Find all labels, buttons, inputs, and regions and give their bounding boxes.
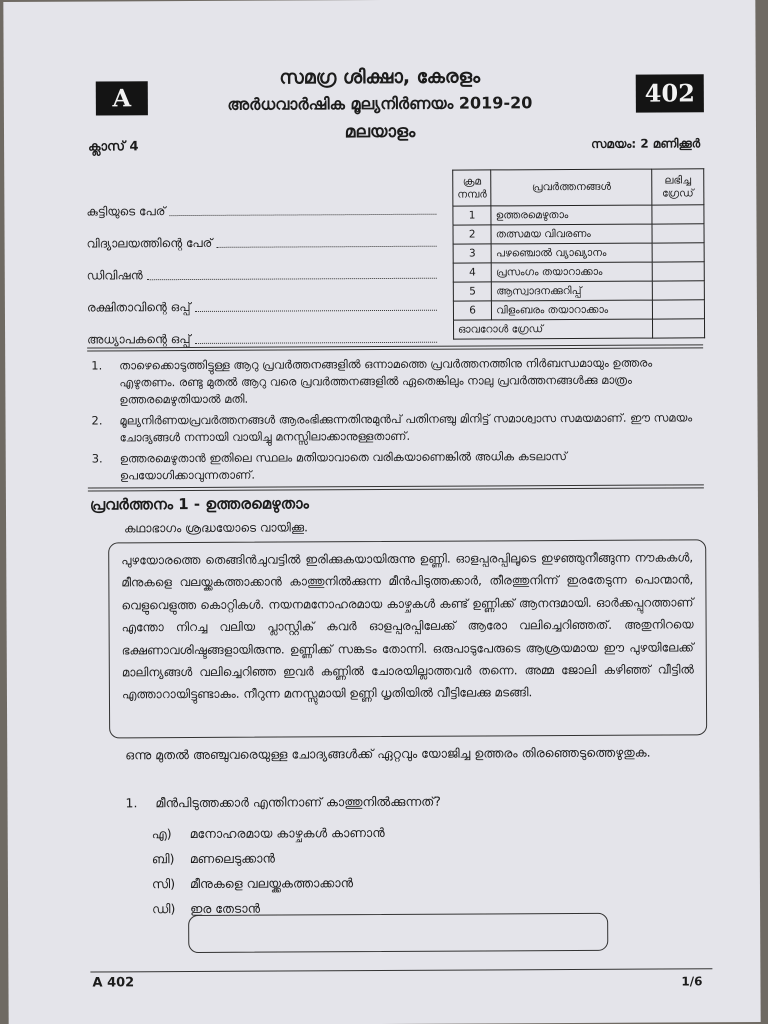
row-number: 5 — [453, 282, 491, 301]
teacher-signature-field[interactable] — [87, 314, 437, 348]
fill-line[interactable] — [195, 310, 437, 312]
grade-table — [452, 168, 705, 339]
activity-name: ഉത്തരമെഴുതാം — [491, 205, 652, 225]
grade-cell[interactable] — [652, 262, 704, 281]
class-label: ക്ലാസ് 4 — [88, 139, 139, 155]
field-label: ഡിവിഷൻ — [86, 268, 143, 283]
set-label-badge: A — [96, 81, 148, 115]
question-text: മീൻപിടുത്തക്കാർ എന്തിനാണ് കാത്തുനിൽക്കുന്നത്? — [155, 793, 441, 811]
row-number: 6 — [453, 301, 491, 320]
footer-rule — [90, 968, 712, 972]
option-label: എ) — [151, 825, 172, 841]
option-text: ഇര തേടാൻ — [190, 900, 261, 916]
instructions-list — [91, 354, 704, 488]
activity-title: പ്രവർത്തനം 1 - ഉത്തരമെഴുതാം — [89, 494, 309, 514]
fill-line[interactable] — [195, 342, 438, 344]
instruction-item — [91, 354, 703, 408]
row-number: 1 — [453, 206, 491, 225]
activity-name: തത്സമയ വിവരണം — [491, 224, 652, 244]
instruction-number: 3. — [91, 451, 103, 466]
option-a — [152, 820, 385, 846]
row-number: 4 — [453, 263, 491, 282]
field-label: അധ്യാപകന്റെ ഒപ്പ് — [87, 331, 191, 347]
exam-sheet — [3, 0, 760, 1024]
answer-box[interactable] — [188, 913, 608, 953]
option-label: ഡി) — [152, 900, 176, 916]
table-row — [453, 262, 704, 282]
column-header: ക്രമ നമ്പർ — [453, 170, 492, 206]
row-number: 2 — [453, 225, 491, 244]
column-header: ലഭിച്ച ഗ്രേഡ് — [652, 169, 704, 205]
grade-cell[interactable] — [652, 281, 704, 300]
activity-instruction: കഥാഭാഗം ശ്രദ്ധയോടെ വായിക്കൂ. — [124, 520, 308, 536]
table-row — [453, 224, 704, 244]
field-label: വിദ്യാലയത്തിന്റെ പേര് — [86, 235, 213, 251]
grade-table-header — [453, 169, 704, 206]
instruction-text: ഉത്തരമെഴുതാൻ ഇതിലെ സ്ഥലം മതിയാവാതെ വരികയാണെങ്കിൽ അധിക കടലാസ് ഉപയോഗിക്കാവുന്നതാണ്. — [119, 449, 567, 483]
overall-grade-label: ഓവറോൾ ഗ്രേഡ് — [453, 319, 652, 339]
answer-options — [152, 820, 385, 921]
activity-name: പഴഞ്ചൊൽ വ്യാഖ്യാനം — [491, 243, 652, 263]
option-c — [152, 870, 385, 896]
activity-name: പ്രസംഗം തയാറാക്കാം — [492, 262, 653, 282]
question-1 — [125, 794, 440, 812]
paper-code-badge: 402 — [636, 74, 704, 112]
column-header: പ്രവർത്തനങ്ങൾ — [491, 169, 652, 206]
grade-cell[interactable] — [652, 205, 704, 224]
footer-paper-code: A 402 — [92, 975, 135, 991]
overall-grade-cell[interactable] — [652, 319, 704, 338]
division-field[interactable] — [87, 250, 437, 284]
organization-title: സമഗ്ര ശിക്ഷാ, കേരളം — [279, 65, 481, 89]
instruction-number: 2. — [91, 413, 103, 428]
grade-cell[interactable] — [652, 224, 704, 243]
table-row — [453, 205, 704, 225]
instruction-number: 1. — [91, 358, 103, 373]
field-label: രക്ഷിതാവിന്റെ ഒപ്പ് — [86, 299, 191, 315]
instruction-item — [92, 447, 704, 484]
story-passage: പുഴയോരത്തെ തെങ്ങിൻചുവട്ടിൽ ഇരിക്കുകയായിരുന്നു ഉണ്ണി. ഓളപ്പരപ്പിലൂടെ ഇഴഞ്ഞുനീങ്ങുന്ന നൗകകൾ, മീനുകളെ വലയ്ക്കകത്താക്കാൻ കാത്തുനിൽക്കുന്ന മീൻപിടുത്തക്കാർ, തീരത്തുനിന്ന് ഇരതേടുന്ന പൊന്മാൻ, വെളുവെളുത്ത കൊറ്റികൾ. നയനമനോഹരമായ കാഴ്ചകൾ കണ്ട് ഉണ്ണിക്ക് ആനന്ദമായി. ഓർക്കപ്പുറത്താണ് എന്തോ നിറച്ച വലിയ പ്ലാസ്റ്റിക് കവർ ഓളപ്പരപ്പിലേക്ക് ആരോ വലിച്ചെറിഞ്ഞത്. അതുനിറയെ ഭക്ഷണാവശിഷ്ടങ്ങളായിരുന്നു. ഉണ്ണിക്ക് സങ്കടം തോന്നി. ഒരുപാടുപേരുടെ ആശ്രയമായ ഈ പുഴയിലേക്ക് മാലിന്യങ്ങൾ വലിച്ചെറിഞ്ഞ ഇവർ കണ്ണിൽ ചോരയില്ലാത്തവർ തന്നെ. അമ്മ ജോലി കഴിഞ്ഞ് വീട്ടിൽ എത്താറായിട്ടുണ്ടാകും. നീറുന്ന മനസ്സുമായി ഉണ്ണി ധൃതിയിൽ വീട്ടിലേക്കു മടങ്ങി. — [108, 539, 707, 738]
fill-line[interactable] — [216, 246, 436, 248]
student-name-field[interactable] — [86, 186, 436, 220]
activity-name: ആസ്വാദനക്കുറിപ്പ് — [492, 281, 653, 301]
option-label: സി) — [151, 875, 176, 891]
instruction-text: മൂല്യനിർണയപ്രവർത്തനങ്ങൾ ആരംഭിക്കുന്നതിനുമുൻപ് പതിനഞ്ചു മിനിട്ട് സമാശ്വാസ സമയമാണ്. ഈ സമയം ചോദ്യങ്ങൾ നന്നായി വായിച്ചു മനസ്സിലാക്കാനുള്ളതാണ്. — [119, 410, 693, 445]
question-number: 1. — [125, 795, 138, 811]
subject-title: മലയാളം — [344, 121, 416, 143]
field-label: കുട്ടിയുടെ പേര് — [86, 204, 166, 219]
option-b — [152, 845, 385, 871]
grade-cell[interactable] — [652, 300, 704, 319]
table-row — [453, 300, 704, 320]
grade-cell[interactable] — [652, 243, 704, 262]
exam-title: അർധവാർഷിക മൂല്യനിർണയം 2019-20 — [227, 93, 533, 114]
instruction-item — [91, 409, 703, 446]
option-text: മണലെടുക്കാൻ — [189, 850, 275, 866]
row-number: 3 — [453, 244, 491, 263]
student-details-form — [86, 186, 437, 348]
fill-line[interactable] — [147, 278, 437, 281]
school-name-field[interactable] — [86, 218, 436, 252]
option-label: ബി) — [151, 850, 175, 866]
fill-line[interactable] — [169, 214, 436, 216]
option-text: മനോഹരമായ കാഴ്ചകൾ കാണാൻ — [189, 824, 385, 841]
time-label: സമയം: 2 മണിക്കൂർ — [591, 136, 701, 151]
choose-instruction: ഒന്നു മുതൽ അഞ്ചുവരെയുള്ള ചോദ്യങ്ങൾക്ക് ഏറ്റവും യോജിച്ച ഉത്തരം തിരഞ്ഞെടുത്തെഴുതുക. — [125, 744, 651, 763]
parent-signature-field[interactable] — [87, 282, 437, 316]
table-row — [453, 281, 704, 301]
page-number: 1/6 — [681, 974, 703, 989]
overall-grade-row — [453, 319, 704, 339]
activity-name: വിളംബരം തയാറാക്കാം — [492, 300, 653, 320]
table-row — [453, 243, 704, 263]
option-text: മീനുകളെ വലയ്ക്കകത്താക്കാൻ — [189, 874, 354, 891]
instruction-text: താഴെക്കൊടുത്തിട്ടുള്ള ആറു പ്രവർത്തനങ്ങളിൽ ഒന്നാമത്തെ പ്രവർത്തനത്തിനു നിർബന്ധമായും ഉത്തരം എഴുതണം. രണ്ടു മുതൽ ആറു വരെ പ്രവർത്തനങ്ങളിൽ ഏതെങ്കിലും നാലു പ്രവർത്തനങ്ങൾക്കു മാത്രം ഉത്തരമെഴുതിയാൽ മതി. — [119, 355, 653, 407]
